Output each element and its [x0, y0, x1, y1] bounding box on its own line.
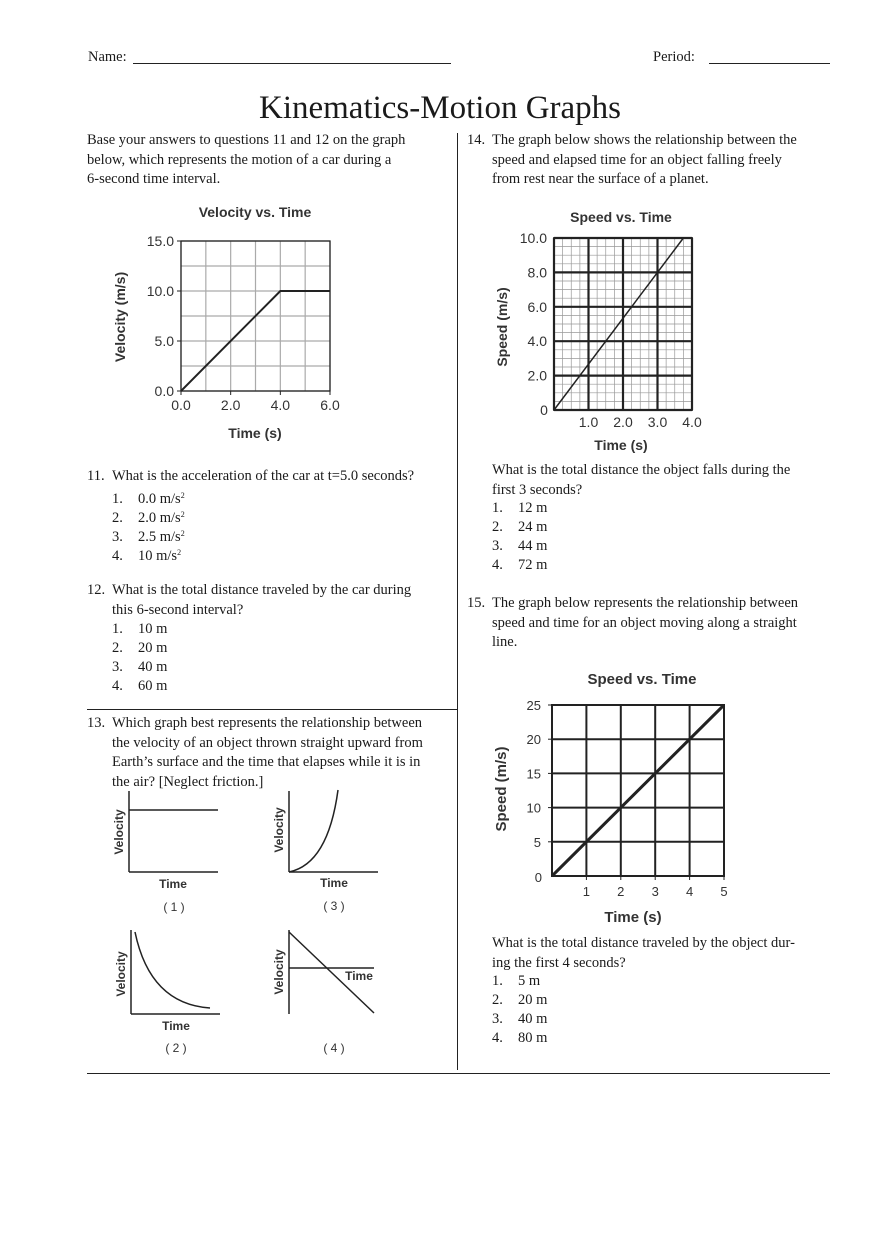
q13-graph-2-ylabel: Velocity	[114, 951, 128, 997]
g1-y-tick-label: 5.0	[154, 333, 174, 349]
q13-graph-2[interactable]	[110, 928, 235, 1060]
q14-number: 14.	[467, 132, 486, 148]
page-title: Kinematics-Motion Graphs	[258, 90, 622, 126]
graph15-xlabel: Time (s)	[604, 909, 662, 926]
q15-option-3[interactable]: 3. 40 m	[492, 1011, 548, 1027]
g14-x-tick-label: 3.0	[647, 414, 668, 430]
q15-option-1[interactable]: 1. 5 m	[492, 973, 541, 989]
q15-question: What is the total distance traveled by the object dur- ing the first 4 seconds?	[492, 935, 795, 971]
q12-option-3[interactable]: 3. 40 m	[112, 659, 168, 675]
q14-option-2[interactable]: 2. 24 m	[492, 519, 548, 535]
q13-graph-2-xlabel: Time	[162, 1019, 190, 1033]
graph1-title: Velocity vs. Time	[198, 204, 312, 220]
name-blank[interactable]	[133, 63, 451, 64]
q13-graph-3-xlabel: Time	[320, 876, 348, 890]
g1-x-tick-label: 2.0	[220, 397, 241, 413]
section-divider	[87, 709, 457, 710]
graph15-origin-label: 0	[534, 870, 542, 885]
g14-x-tick-label: 1.0	[578, 414, 599, 430]
q15-number: 15.	[467, 595, 486, 611]
column-divider	[457, 133, 458, 1070]
q11-option-3[interactable]: 3. 2.5 $m/s^2$	[112, 529, 185, 545]
q13-graph-3-curve	[289, 790, 338, 872]
speed-time-graph-14	[485, 200, 725, 460]
graph15-data-line	[552, 705, 724, 876]
name-label: Name:	[88, 49, 127, 65]
q12-option-4[interactable]: 4. 60 m	[112, 678, 168, 694]
g14-y-tick-label: 8.0	[527, 264, 547, 281]
graph14-xlabel: Time (s)	[594, 437, 648, 453]
graph14-origin-label: 0	[540, 402, 548, 418]
g15-y-tick-label: 15	[526, 766, 541, 782]
g14-y-tick-label: 4.0	[527, 333, 547, 350]
q13-graph-4-label: ( 4 )	[323, 1041, 345, 1055]
g1-y-tick-label: 15.0	[146, 233, 174, 249]
q13-graph-4[interactable]	[268, 928, 393, 1060]
g14-y-tick-label: 2.0	[527, 367, 547, 384]
q14-option-4[interactable]: 4. 72 m	[492, 557, 548, 573]
q11-option-4[interactable]: 4. 10 $m/s^2$	[112, 548, 182, 564]
q13-number: 13.	[87, 715, 106, 731]
q15-option-4[interactable]: 4. 80 m	[492, 1030, 548, 1046]
g15-x-tick-label: 2	[617, 884, 625, 899]
q13-graph-4-ylabel: Velocity	[272, 949, 286, 995]
q13-graph-3-ylabel: Velocity	[272, 807, 286, 853]
g1-y-tick-label: 0.0	[154, 383, 174, 399]
q14-option-1[interactable]: 1. 12 m	[492, 500, 548, 516]
graph14-grid	[554, 238, 692, 410]
q13-graph-1-xlabel: Time	[159, 877, 187, 891]
g15-y-tick-label: 25	[526, 698, 541, 713]
q13-graph-3-label: ( 3 )	[323, 899, 345, 913]
q11-option-2[interactable]: 2. 2.0 $m/s^2$	[112, 510, 185, 526]
q14-question: What is the total distance the object falls during the first 3 seconds?	[492, 462, 791, 498]
q13-graph-1[interactable]	[108, 788, 233, 918]
period-blank[interactable]	[709, 63, 830, 64]
q12-text: What is the total distance traveled by the car during this 6-second interval?	[112, 582, 412, 618]
g15-y-tick-label: 10	[526, 800, 541, 816]
q11-text: What is the acceleration of the car at t=5.0 seconds?	[112, 468, 415, 484]
graph14-ylabel: Speed (m/s)	[494, 287, 510, 367]
g14-y-tick-label: 10.0	[519, 230, 547, 246]
g15-x-tick-label: 3	[651, 884, 659, 899]
g15-x-tick-label: 1	[582, 884, 591, 899]
q14-option-3[interactable]: 3. 44 m	[492, 538, 548, 554]
speed-time-graph-15	[485, 662, 745, 932]
intro-11-12: Base your answers to questions 11 and 12 on the graph below, which represents the motion of a car during a 6-second time interval.	[87, 132, 406, 187]
g1-x-tick-label: 0.0	[171, 397, 191, 413]
g15-x-tick-label: 4	[685, 884, 694, 899]
q13-text: Which graph best represents the relationship between the velocity of an object thrown straight upward from Earth’s surface and the time that elapses while it is in the air? [Neglect friction.]	[112, 715, 423, 790]
g14-x-tick-label: 2.0	[613, 414, 633, 430]
g1-x-tick-label: 4.0	[270, 397, 291, 413]
q15-text: The graph below represents the relationship between speed and time for an object moving along a straight line.	[492, 595, 799, 650]
graph15-title: Speed vs. Time	[587, 671, 697, 688]
g14-y-tick-label: 6.0	[527, 298, 547, 315]
q12-option-1[interactable]: 1. 10 m	[112, 621, 168, 637]
q11-option-1[interactable]: 1. 0.0 $m/s^2$	[112, 491, 185, 507]
q13-graph-3[interactable]	[268, 788, 393, 918]
q13-graph-4-xlabel: Time	[345, 969, 373, 983]
graph1-ylabel: Velocity (m/s)	[112, 271, 128, 363]
q12-number: 12.	[87, 582, 106, 598]
g14-x-tick-label: 4.0	[682, 414, 702, 430]
graph15-ylabel: Speed (m/s)	[493, 746, 510, 832]
g15-y-tick-label: 20	[526, 732, 541, 748]
period-label: Period:	[653, 49, 695, 65]
g15-x-tick-label: 5	[720, 884, 728, 899]
q12-option-2[interactable]: 2. 20 m	[112, 640, 168, 656]
q14-text: The graph below shows the relationship between the speed and elapsed time for an object falling freely from rest near the surface of a planet.	[492, 132, 797, 187]
q11-number: 11.	[87, 468, 105, 484]
velocity-time-graph	[100, 195, 370, 450]
q15-option-2[interactable]: 2. 20 m	[492, 992, 548, 1008]
graph14-title: Speed vs. Time	[570, 209, 672, 225]
g1-y-tick-label: 10.0	[146, 283, 174, 299]
q13-graph-1-label: ( 1 )	[163, 900, 185, 914]
graph1-xlabel: Time (s)	[228, 425, 282, 441]
g1-x-tick-label: 6.0	[320, 397, 340, 413]
q13-graph-2-curve	[135, 932, 210, 1008]
bottom-rule	[87, 1073, 830, 1074]
q13-graph-1-ylabel: Velocity	[112, 809, 126, 855]
q13-graph-2-label: ( 2 )	[165, 1041, 187, 1055]
g15-y-tick-label: 5	[533, 834, 541, 850]
